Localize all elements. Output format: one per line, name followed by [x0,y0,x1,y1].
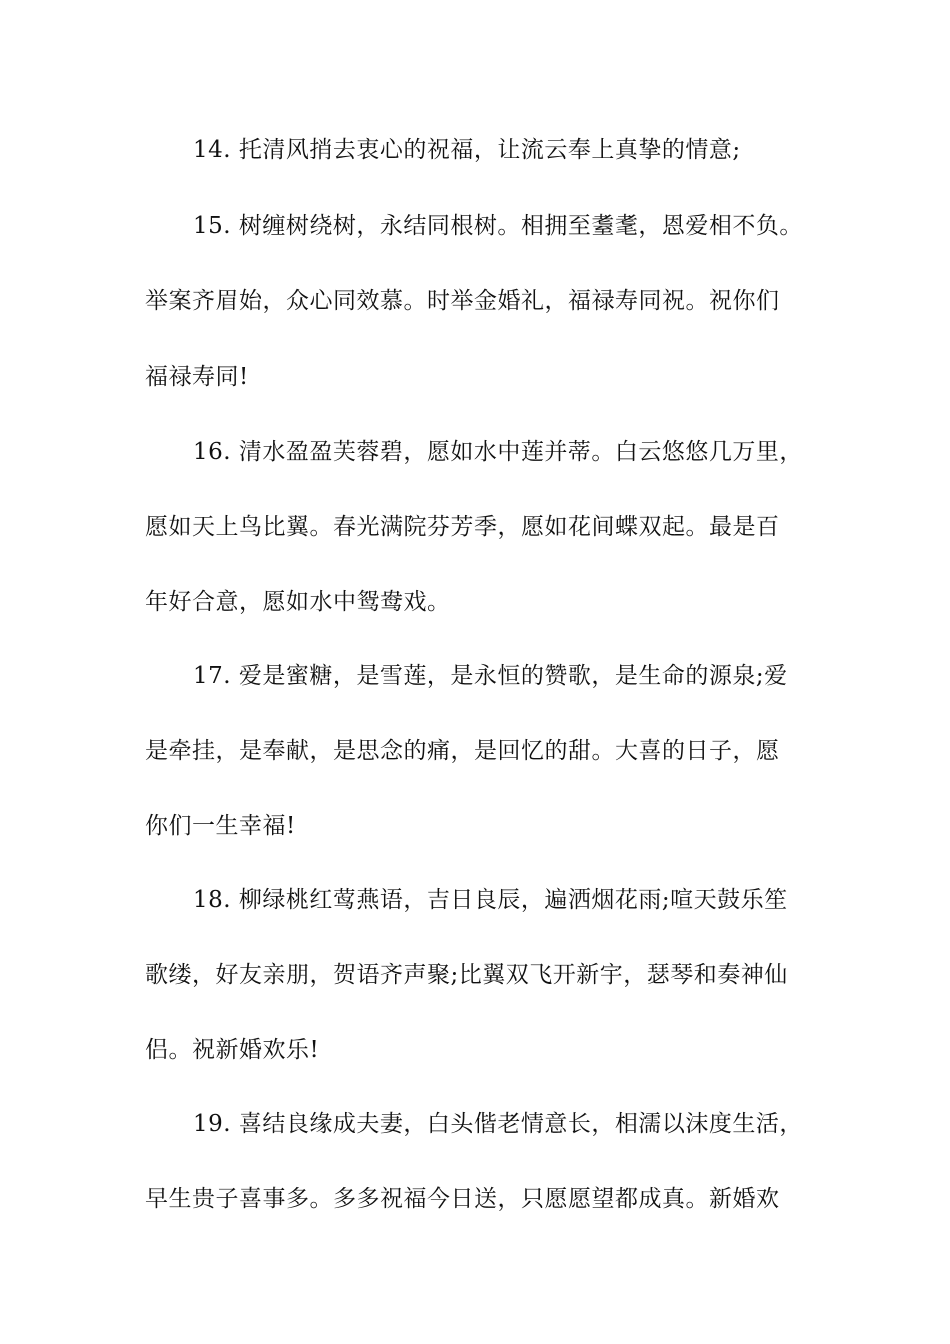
paragraph-19-line-2: 早生贵子喜事多。多多祝福今日送，只愿愿望都成真。新婚欢 [145,1186,780,1212]
paragraph-18-line-3: 侣。祝新婚欢乐! [145,1037,320,1063]
paragraph-19-line-1: 19. 喜结良缘成夫妻，白头偕老情意长，相濡以沫度生活， [193,1111,803,1137]
paragraph-16-line-2: 愿如天上鸟比翼。春光满院芬芳季，愿如花间蝶双起。最是百 [145,514,780,540]
paragraph-16-line-3: 年好合意，愿如水中鸳鸯戏。 [145,589,451,615]
paragraph-17-line-1: 17. 爱是蜜糖，是雪莲，是永恒的赞歌，是生命的源泉;爱 [193,663,788,689]
paragraph-17-line-2: 是牵挂，是奉献，是思念的痛，是回忆的甜。大喜的日子，愿 [145,738,780,764]
paragraph-14-line-1: 14. 托清风捎去衷心的祝福，让流云奉上真挚的情意; [193,137,741,163]
paragraph-18-line-2: 歌缕，好友亲朋，贺语齐声聚;比翼双飞开新宇，瑟琴和奏神仙 [145,962,788,988]
paragraph-17-line-3: 你们一生幸福! [145,813,296,839]
paragraph-15-line-1: 15. 树缠树绕树，永结同根树。相拥至耋耄，恩爱相不负。 [193,213,803,239]
paragraph-18-line-1: 18. 柳绿桃红莺燕语，吉日良辰，遍洒烟花雨;喧天鼓乐笙 [193,887,788,913]
paragraph-15-line-2: 举案齐眉始，众心同效慕。时举金婚礼，福禄寿同祝。祝你们 [145,288,780,314]
paragraph-16-line-1: 16. 清水盈盈芙蓉碧，愿如水中莲并蒂。白云悠悠几万里， [193,439,803,465]
paragraph-15-line-3: 福禄寿同! [145,364,249,390]
